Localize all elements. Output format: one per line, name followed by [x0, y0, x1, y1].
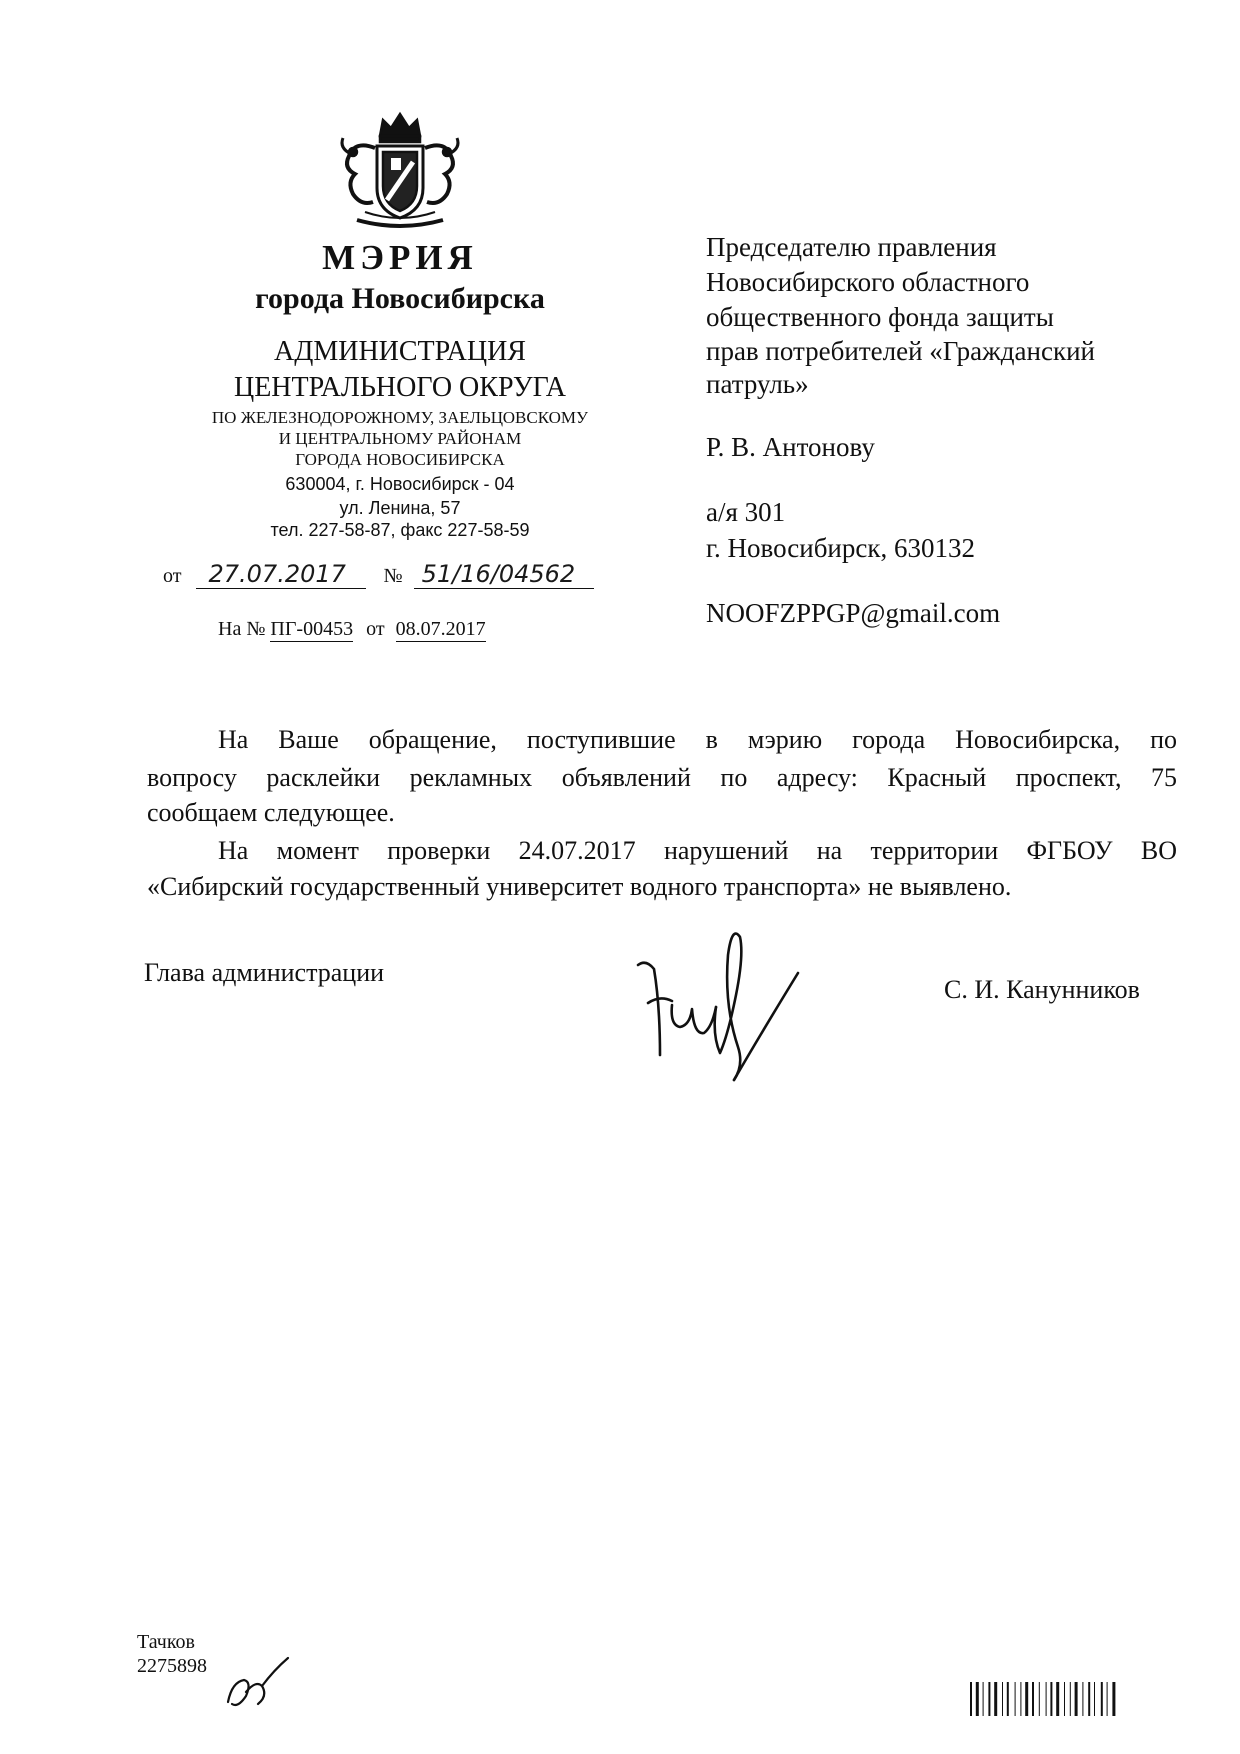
- reply-number: ПГ-00453: [270, 618, 354, 640]
- recipient-email: NOOFZPPGP@gmail.com: [706, 598, 1001, 628]
- recipient-city: г. Новосибирск, 630132: [706, 533, 975, 563]
- barcode-bar: [1020, 1682, 1021, 1716]
- registration-line: [163, 560, 594, 589]
- reply-from-label: от: [366, 618, 385, 640]
- barcode-bar: [1032, 1682, 1034, 1716]
- executor-initials: [222, 1652, 292, 1712]
- body-text-line: вопросу расклейки рекламных объявлений по адресу: Красный проспект, 75: [147, 763, 1177, 792]
- barcode-bar: [988, 1682, 990, 1716]
- barcode-bar: [1050, 1682, 1052, 1716]
- barcode-bar: [1088, 1682, 1090, 1716]
- registration-number: 51/16/04562: [421, 560, 576, 588]
- body-text-line: На Ваше обращение, поступившие в мэрию города Новосибирска, по: [218, 725, 1177, 754]
- barcode-bar: [1064, 1682, 1065, 1716]
- recipient-po-box: а/я 301: [706, 497, 786, 527]
- district-title: ЦЕНТРАЛЬНОГО ОКРУГА: [233, 372, 567, 403]
- coat-of-arms-emblem: [325, 108, 475, 233]
- recipient-line: Председателю правления: [706, 232, 997, 262]
- districts-line: И ЦЕНТРАЛЬНОМУ РАЙОНАМ: [278, 429, 522, 448]
- barcode-bar: [1025, 1682, 1028, 1716]
- barcode-bar: [1070, 1682, 1071, 1716]
- body-text-line: сообщаем следующее.: [147, 798, 395, 827]
- executor-phone: 2275898: [137, 1655, 207, 1677]
- body-text-line: «Сибирский государственный университет водного транспорта» не выявлено.: [147, 872, 1012, 901]
- barcode-bar: [970, 1682, 972, 1716]
- sender-phone: тел. 227-58-87, факс 227-58-59: [270, 520, 530, 540]
- registration-date-field: [196, 560, 366, 589]
- barcode-bar: [1107, 1682, 1108, 1716]
- recipient-line: Новосибирского областного: [706, 267, 1030, 297]
- sender-address: 630004, г. Новосибирск - 04: [285, 474, 515, 494]
- barcode-bar: [1094, 1682, 1095, 1716]
- recipient-line: патруль»: [706, 369, 809, 399]
- city-title: города Новосибирска: [255, 282, 545, 315]
- administration-title: АДМИНИСТРАЦИЯ: [274, 336, 526, 367]
- barcode-bar: [1082, 1682, 1083, 1716]
- barcode-bar: [994, 1682, 997, 1716]
- districts-line: ГОРОДА НОВОСИБИРСКА: [295, 450, 505, 469]
- body-text-line: На момент проверки 24.07.2017 нарушений на территории ФГБОУ ВО: [218, 836, 1177, 865]
- registration-date: 27.07.2017: [208, 560, 346, 588]
- barcode-bar: [1056, 1682, 1059, 1716]
- sender-street: ул. Ленина, 57: [339, 498, 461, 518]
- reply-label: На №: [218, 618, 266, 640]
- document-barcode: [968, 1680, 1150, 1724]
- barcode-bar: [1112, 1682, 1115, 1716]
- signatory-role: Глава администрации: [144, 958, 385, 987]
- executor-info: [137, 1630, 207, 1678]
- barcode-bar: [1007, 1682, 1009, 1716]
- handwritten-signature: [620, 915, 800, 1100]
- districts-line: ПО ЖЕЛЕЗНОДОРОЖНОМУ, ЗАЕЛЬЦОВСКОМУ: [211, 408, 589, 427]
- registration-number-field: [414, 560, 594, 589]
- barcode-bar: [1015, 1682, 1016, 1716]
- mayoralty-title: МЭРИЯ: [322, 238, 478, 277]
- recipient-line: прав потребителей «Гражданский: [706, 336, 1095, 366]
- barcode-bar: [1039, 1682, 1040, 1716]
- barcode-bar: [1046, 1682, 1047, 1716]
- recipient-name: Р. В. Антонову: [706, 432, 875, 462]
- barcode-bar: [983, 1682, 984, 1716]
- executor-name: Тачков: [137, 1631, 195, 1653]
- barcode-bar: [1002, 1682, 1003, 1716]
- signatory-name: С. И. Канунников: [944, 975, 1140, 1004]
- number-label: №: [383, 565, 403, 587]
- reply-date: 08.07.2017: [395, 618, 486, 640]
- barcode-bar: [1101, 1682, 1103, 1716]
- recipient-line: общественного фонда защиты: [706, 302, 1054, 332]
- reply-reference: [218, 618, 486, 642]
- from-label: от: [163, 565, 182, 587]
- barcode-bar: [976, 1682, 979, 1716]
- barcode-bar: [1075, 1682, 1078, 1716]
